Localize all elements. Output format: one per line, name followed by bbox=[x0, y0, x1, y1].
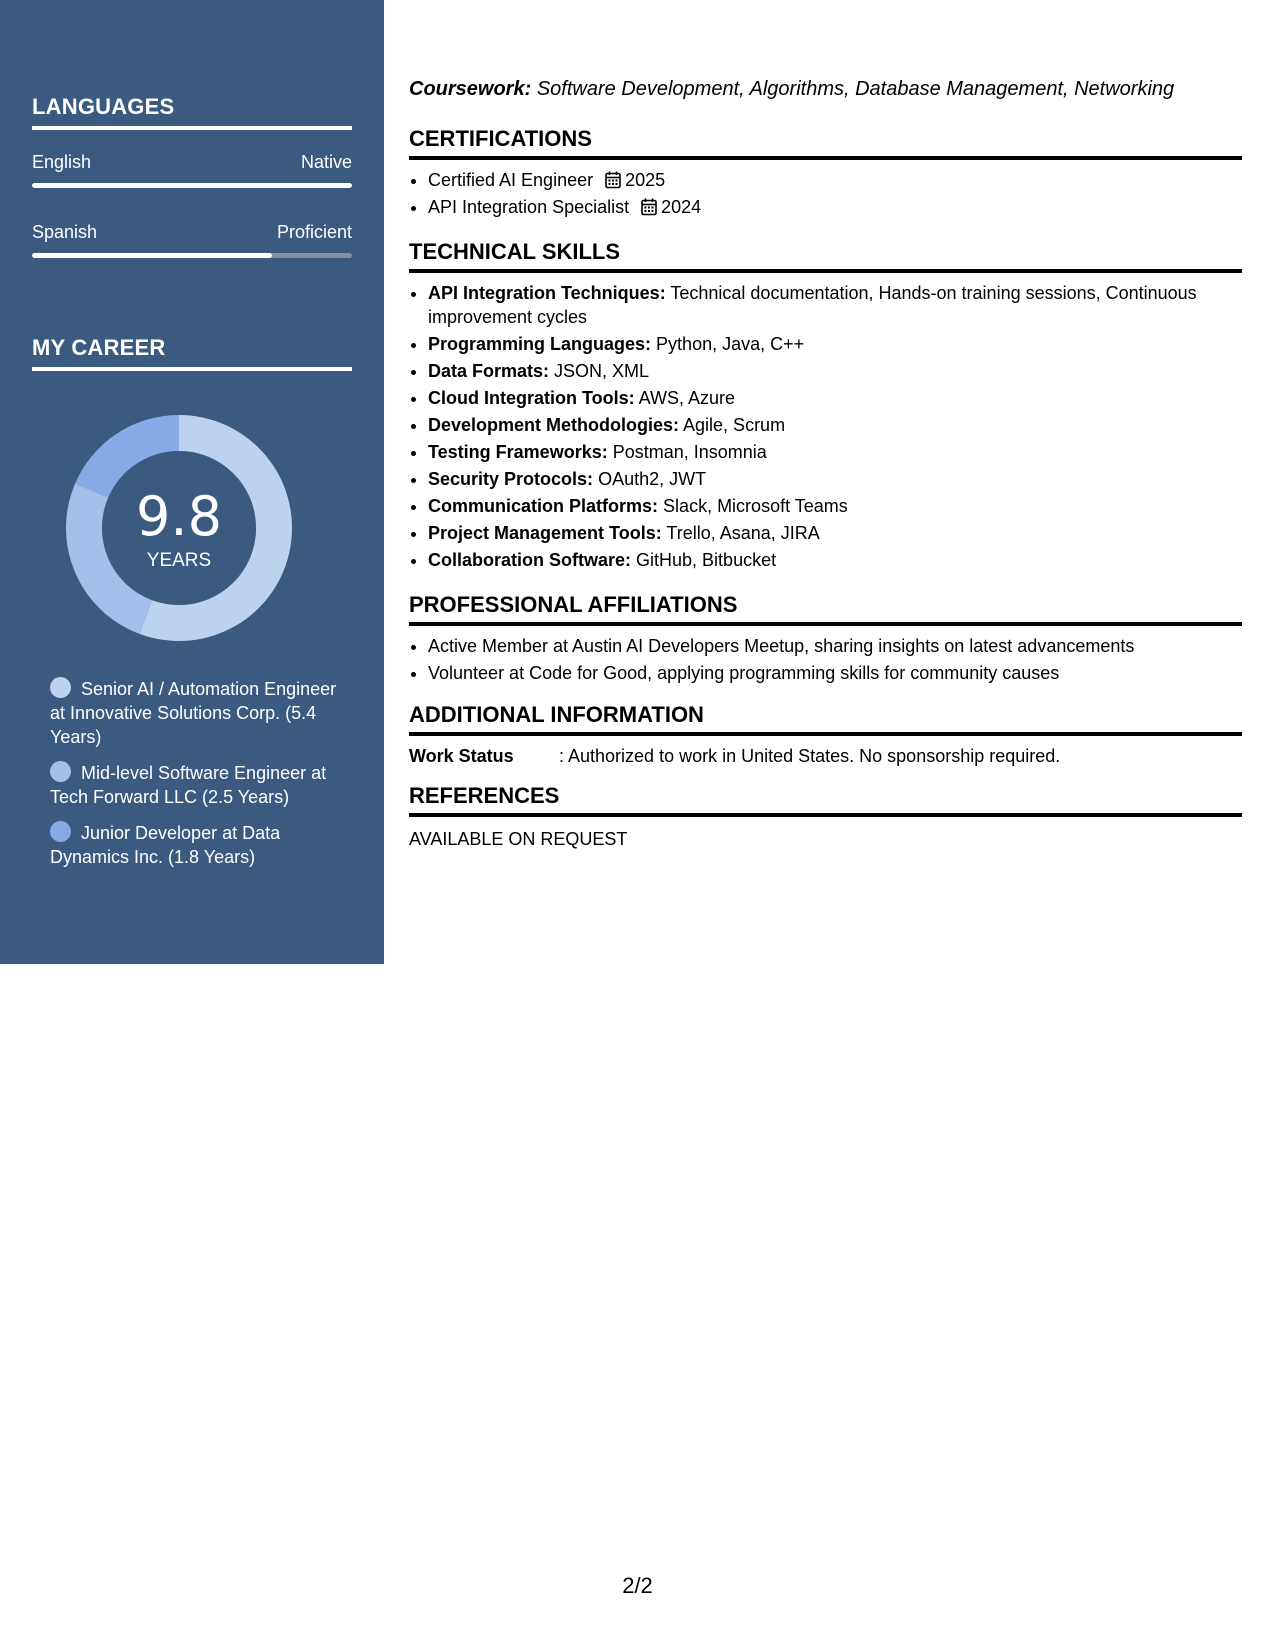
language-english bbox=[32, 152, 352, 188]
references-text: AVAILABLE ON REQUEST bbox=[409, 829, 628, 849]
certification-item bbox=[428, 168, 1242, 192]
career-total-years: 9.8 bbox=[136, 485, 222, 548]
career-item bbox=[50, 677, 340, 749]
skill-label: Testing Frameworks: bbox=[428, 442, 608, 462]
skill-item bbox=[428, 467, 1242, 491]
certifications-list bbox=[409, 168, 1242, 219]
career-item-text: Junior Developer at Data Dynamics Inc. (1.8 Years) bbox=[50, 823, 281, 867]
skill-label: Data Formats: bbox=[428, 361, 550, 381]
certifications-heading: CERTIFICATIONS bbox=[409, 126, 1242, 160]
certification-year: 2024 bbox=[661, 197, 702, 217]
skill-label: API Integration Techniques: bbox=[428, 283, 666, 303]
technical-skills-list bbox=[409, 281, 1242, 572]
skill-label: Security Protocols: bbox=[428, 469, 594, 489]
skill-item bbox=[428, 494, 1242, 518]
skill-item bbox=[428, 413, 1242, 437]
skill-label: Cloud Integration Tools: bbox=[428, 388, 635, 408]
certification-year: 2025 bbox=[625, 170, 666, 190]
language-level: Native bbox=[300, 152, 352, 172]
coursework-text: Software Development, Algorithms, Database Management, Networking bbox=[536, 78, 1175, 100]
certification-name: Certified AI Engineer bbox=[428, 170, 594, 190]
skill-value: Technical documentation, Hands-on training sessions, Continuous improvement cycles bbox=[428, 283, 1197, 327]
skill-item bbox=[428, 281, 1242, 329]
skill-item bbox=[428, 521, 1242, 545]
skill-item bbox=[428, 548, 1242, 572]
skill-label: Collaboration Software: bbox=[428, 550, 632, 570]
skill-item bbox=[428, 359, 1242, 383]
work-status-value: : Authorized to work in United States. No sponsorship required. bbox=[559, 746, 1061, 766]
skill-value: OAuth2, JWT bbox=[598, 469, 707, 489]
career-legend-dot bbox=[50, 677, 71, 698]
language-proficiency-bar bbox=[32, 253, 352, 258]
skill-label: Development Methodologies: bbox=[428, 415, 680, 435]
work-status-row bbox=[409, 746, 1242, 767]
language-proficiency-fill bbox=[32, 253, 272, 258]
skill-value: JSON, XML bbox=[554, 361, 650, 381]
certifications-section bbox=[409, 126, 1242, 222]
technical-skills-section bbox=[409, 239, 1242, 575]
skill-item bbox=[428, 440, 1242, 464]
career-list bbox=[50, 677, 340, 881]
language-name: English bbox=[32, 152, 92, 172]
career-item-text: Senior AI / Automation Engineer at Innovative Solutions Corp. (5.4 Years) bbox=[50, 679, 337, 747]
skill-value: Python, Java, C++ bbox=[656, 334, 805, 354]
career-item-text: Mid-level Software Engineer at Tech Forward LLC (2.5 Years) bbox=[50, 763, 327, 807]
additional-info-heading: ADDITIONAL INFORMATION bbox=[409, 702, 1242, 736]
skill-item bbox=[428, 386, 1242, 410]
sidebar bbox=[0, 0, 384, 964]
career-item bbox=[50, 761, 340, 809]
technical-skills-heading: TECHNICAL SKILLS bbox=[409, 239, 1242, 273]
affiliations-list bbox=[409, 634, 1242, 685]
work-status-label: Work Status bbox=[409, 746, 514, 766]
skill-value: AWS, Azure bbox=[638, 388, 736, 408]
career-years-unit: YEARS bbox=[146, 550, 212, 571]
calendar-icon bbox=[641, 198, 657, 216]
skill-value: Slack, Microsoft Teams bbox=[663, 496, 848, 516]
career-donut-chart bbox=[66, 415, 292, 641]
affiliation-item: • Volunteer at Code for Good, applying programming skills for community causes bbox=[428, 661, 1242, 685]
coursework-label: Coursework: bbox=[409, 78, 532, 100]
language-proficiency-bar bbox=[32, 183, 352, 188]
skill-label: Programming Languages: bbox=[428, 334, 652, 354]
skill-value: GitHub, Bitbucket bbox=[636, 550, 777, 570]
references-heading: REFERENCES bbox=[409, 783, 1242, 817]
skill-label: Project Management Tools: bbox=[428, 523, 662, 543]
skill-value: Postman, Insomnia bbox=[612, 442, 767, 462]
language-spanish bbox=[32, 222, 352, 258]
language-level: Proficient bbox=[276, 222, 352, 242]
career-item bbox=[50, 821, 340, 869]
additional-info-section bbox=[409, 702, 1242, 767]
affiliations-heading: PROFESSIONAL AFFILIATIONS bbox=[409, 592, 1242, 626]
certification-item bbox=[428, 195, 1242, 219]
career-heading: MY CAREER bbox=[32, 335, 352, 371]
language-proficiency-fill bbox=[32, 183, 352, 188]
coursework-line bbox=[409, 78, 1174, 101]
certification-name: API Integration Specialist bbox=[428, 197, 630, 217]
career-legend-dot bbox=[50, 821, 71, 842]
affiliations-section bbox=[409, 592, 1242, 688]
skill-item bbox=[428, 332, 1242, 356]
language-name: Spanish bbox=[32, 222, 98, 242]
page-number: 2/2 bbox=[622, 1573, 653, 1598]
languages-heading: LANGUAGES bbox=[32, 94, 352, 130]
career-legend-dot bbox=[50, 761, 71, 782]
skill-value: Trello, Asana, JIRA bbox=[666, 523, 820, 543]
skill-value: Agile, Scrum bbox=[683, 415, 786, 435]
affiliation-item: • Active Member at Austin AI Developers Meetup, sharing insights on latest advancements bbox=[428, 634, 1242, 658]
references-section bbox=[409, 783, 1242, 850]
skill-label: Communication Platforms: bbox=[428, 496, 659, 516]
calendar-icon bbox=[605, 171, 621, 189]
